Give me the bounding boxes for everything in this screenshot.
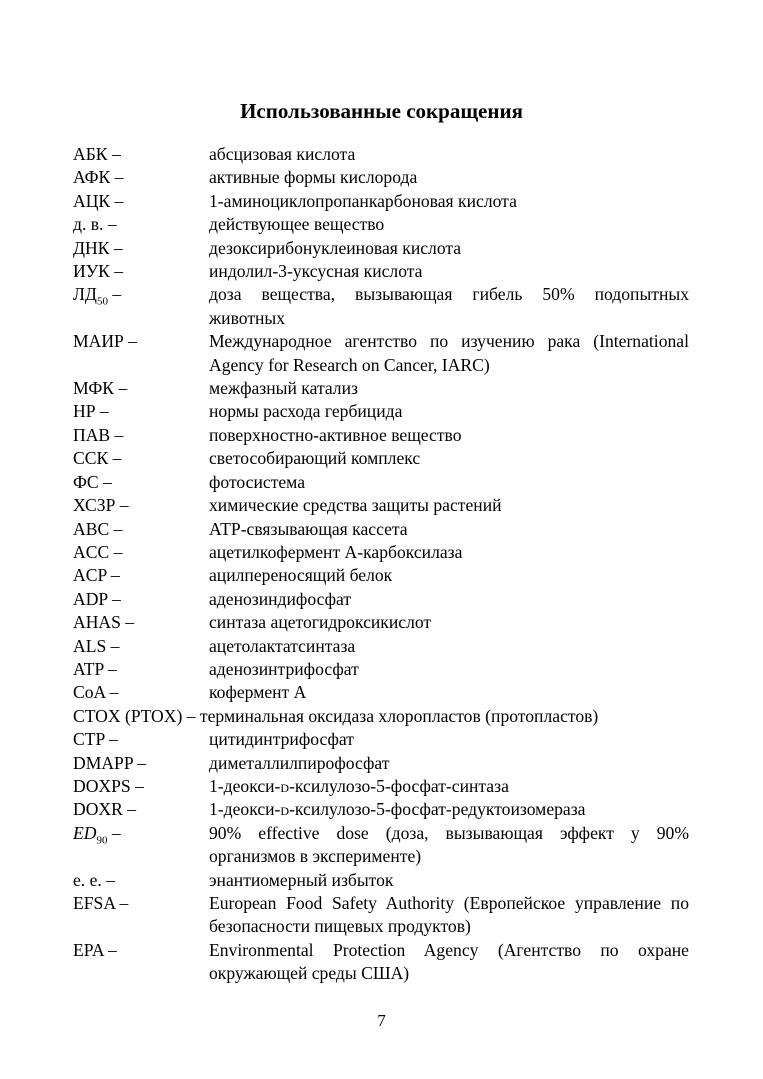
abbreviation-term: МАИР – [73, 331, 138, 352]
abbreviation-row [73, 283, 693, 330]
abbreviation-row [73, 798, 693, 821]
abbreviation-definition: диметаллилпирофосфат [209, 752, 390, 773]
abbreviation-definition [209, 798, 689, 821]
term-dash: – [107, 822, 121, 843]
abbreviation-term: АФК – [73, 167, 124, 188]
abbreviation-row [73, 588, 693, 611]
abbreviation-row [73, 939, 693, 986]
abbreviation-definition: АТР-связывающая кассета [209, 518, 408, 539]
abbreviation-row [73, 143, 693, 166]
term-dash: – [107, 284, 122, 305]
abbreviation-row [73, 237, 693, 260]
abbreviation-term: ALS – [73, 635, 120, 656]
term-main: ЛД [73, 284, 97, 305]
abbreviation-term: DOXPS – [73, 775, 144, 796]
abbreviation-row [73, 330, 693, 377]
abbreviation-definition: 90% effective dose (доза, вызывающая эффект у 90% организмов в эксперименте) [209, 822, 689, 867]
abbreviation-definition: светособирающий комплекс [209, 448, 421, 469]
abbreviation-row [73, 635, 693, 658]
abbreviation-term: АЦК – [73, 190, 124, 211]
abbreviation-row [73, 658, 693, 681]
abbreviation-term: д. в. – [73, 214, 117, 235]
abbreviation-definition: ацилпереносящий белок [209, 565, 393, 586]
abbreviation-definition: нормы расхода гербицида [209, 401, 403, 422]
abbreviation-definition: Environmental Protection Agency (Агентство по охране окружающей среды США) [209, 939, 689, 984]
abbreviation-term: DOXR – [73, 799, 137, 820]
abbreviation-row [73, 400, 693, 423]
abbreviation-list [73, 143, 693, 986]
abbreviation-definition: активные формы кислорода [209, 167, 418, 188]
abbreviation-term: АБК – [73, 144, 121, 164]
abbreviation-definition: доза вещества, вызывающая гибель 50% подопытных животных [209, 284, 689, 328]
abbreviation-definition: Международное агентство по изучению рака (International Agency for Research on Cancer, IARC) [209, 331, 689, 375]
abbreviation-definition: European Food Safety Authority (Европейское управление по безопасности пищевых продуктов) [209, 893, 689, 937]
abbreviation-row [73, 494, 693, 517]
abbreviation-row [73, 681, 693, 704]
abbreviation-term: ССК – [73, 448, 122, 469]
abbreviation-term: ХСЗР – [73, 495, 129, 516]
abbreviation-term: ФС – [73, 471, 112, 492]
abbreviation-definition [209, 775, 689, 798]
abbreviation-definition: аденозинтрифосфат [209, 658, 359, 679]
term-subscript: 50 [96, 295, 108, 308]
abbreviation-row-full: CTOX (PTOX) – терминальная оксидаза хлоропластов (протопластов) [73, 705, 599, 726]
abbreviation-term: CTP – [73, 729, 118, 750]
abbreviation-definition: химические средства защиты растений [209, 495, 502, 516]
abbreviation-definition: индолил-3-уксусная кислота [209, 261, 423, 282]
abbreviation-term: e. e. – [73, 869, 116, 890]
abbreviation-row [73, 190, 693, 213]
page-number: 7 [377, 1011, 386, 1030]
abbreviation-term: AHAS – [73, 612, 135, 633]
abbreviation-definition: энантиомерный избыток [209, 869, 394, 890]
abbreviation-row [73, 611, 693, 634]
abbreviation-definition: фотосистема [209, 471, 306, 492]
abbreviation-term: DMAPP – [73, 752, 147, 773]
abbreviation-row [73, 892, 693, 939]
abbreviation-term: ADP – [73, 588, 121, 609]
abbreviation-definition: цитидинтрифосфат [209, 729, 354, 750]
term-subscript: 90 [96, 834, 108, 847]
definition-suffix: -ксилулозо-5-фосфат-редуктоизомераза [289, 799, 586, 820]
abbreviation-definition: ацетолактатсинтаза [209, 635, 356, 656]
abbreviation-term [73, 283, 209, 330]
abbreviation-term [73, 822, 209, 869]
abbreviation-row [73, 869, 693, 892]
definition-prefix: 1-деокси- [209, 775, 281, 796]
abbreviation-row [73, 213, 693, 236]
abbreviation-definition: 1-аминоциклопропанкарбоновая кислота [209, 190, 517, 211]
abbreviation-row [73, 541, 693, 564]
abbreviation-definition: аденозиндифосфат [209, 588, 352, 609]
abbreviation-term: ABC – [73, 518, 123, 539]
abbreviation-definition: межфазный катализ [209, 378, 358, 399]
abbreviation-row [73, 518, 693, 541]
abbreviation-row [73, 752, 693, 775]
definition-small-caps: d [280, 799, 290, 820]
abbreviation-term: ACP – [73, 565, 120, 586]
abbreviation-term: EPA – [73, 939, 117, 960]
abbreviation-row [73, 447, 693, 470]
definition-small-caps: d [280, 775, 290, 796]
abbreviation-row [73, 260, 693, 283]
abbreviation-row [73, 471, 693, 494]
abbreviation-term: EFSA – [73, 893, 129, 913]
abbreviation-row [73, 424, 693, 447]
abbreviation-row [73, 564, 693, 587]
abbreviation-row [73, 166, 693, 189]
abbreviation-row [73, 822, 693, 869]
abbreviation-definition: абсцизовая кислота [209, 144, 356, 164]
abbreviation-term: ПАВ – [73, 424, 124, 445]
term-main: ED [73, 822, 97, 843]
abbreviation-definition: синтаза ацетогидроксикислот [209, 612, 432, 633]
abbreviation-row [73, 775, 693, 798]
abbreviation-row [73, 377, 693, 400]
abbreviation-term: ATP – [73, 658, 117, 679]
abbreviation-term: ДНК – [73, 237, 123, 258]
abbreviation-term: ИУК – [73, 261, 124, 282]
abbreviation-term: НР – [73, 401, 109, 422]
definition-prefix: 1-деокси- [209, 799, 281, 820]
abbreviation-definition: действующее вещество [209, 214, 385, 235]
page-title: Использованные сокращения [240, 99, 523, 123]
abbreviation-term: ACC – [73, 541, 123, 562]
abbreviation-definition: дезоксирибонуклеиновая кислота [209, 237, 462, 258]
abbreviation-definition: ацетилкофермент А-карбоксилаза [209, 541, 463, 562]
abbreviation-definition: поверхностно-активное вещество [209, 424, 462, 445]
abbreviation-term: CoA – [73, 682, 119, 703]
abbreviation-definition: кофермент А [209, 682, 307, 703]
definition-suffix: -ксилулозо-5-фосфат-синтаза [289, 775, 509, 796]
abbreviation-row [73, 728, 693, 751]
abbreviation-term: МФК – [73, 378, 128, 399]
